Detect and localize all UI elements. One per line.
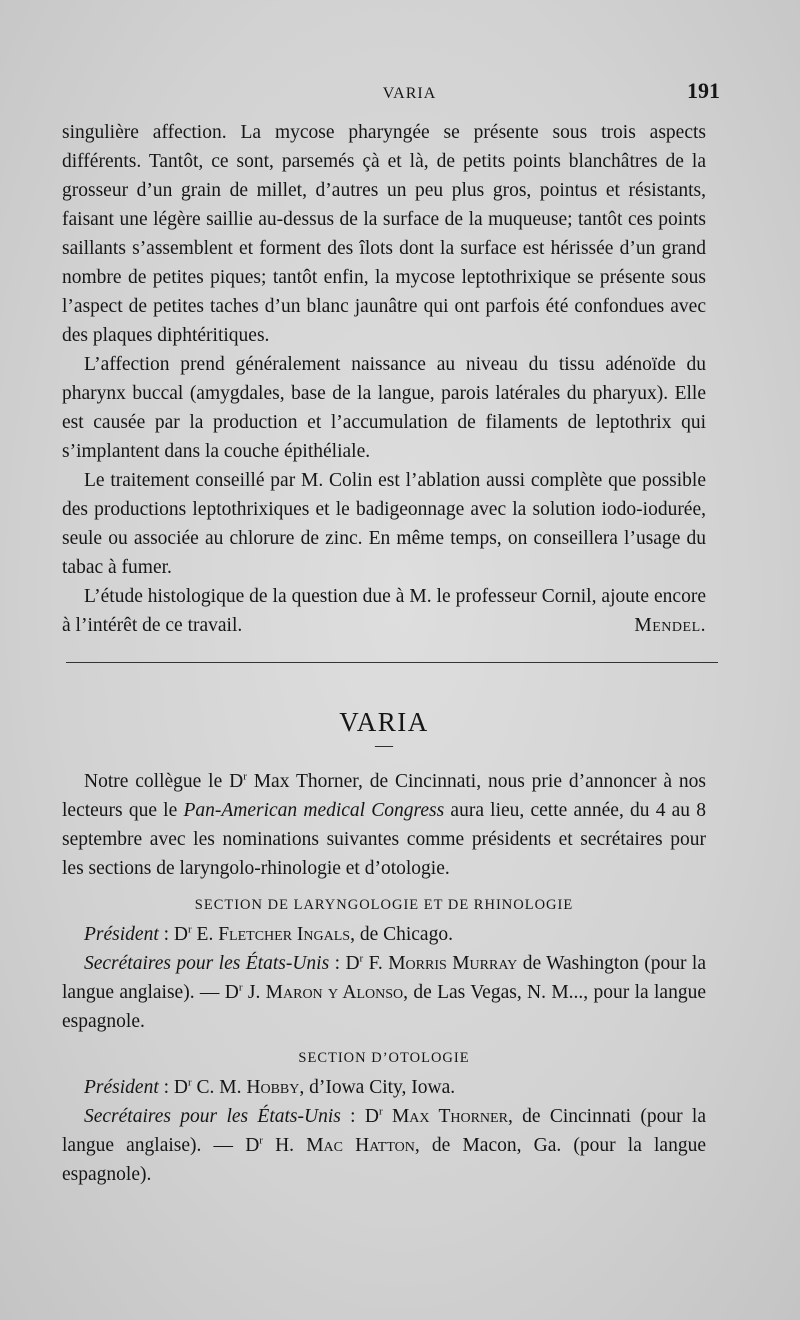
president-sup: r [187, 923, 192, 936]
paragraph-etude-histologique [62, 582, 706, 640]
president-label-2: Président [84, 1077, 159, 1098]
president-name-2: C. M. Hobby [191, 1077, 300, 1098]
president-place-2: , d’Iowa City, Iowa. [299, 1077, 456, 1098]
sec-name-2: J. Maron y Alonso [242, 982, 404, 1003]
running-header [62, 78, 720, 104]
laryngologie-secretaires [62, 949, 706, 1036]
intro-text-2: Max Thorner, de Cincinnati, nous prie d’annoncer à nos lecteurs que le [62, 771, 706, 821]
laryngologie-president [62, 920, 706, 949]
president-label: Président [84, 924, 159, 945]
section-otologie-heading: SECTION D’OTOLOGIE [298, 1050, 470, 1066]
paragraph-affection: L’affection prend généralement naissance au niveau du tissu adénoïde du pharynx buccal (amygdales, base de la langue, parois latérales du pharyux). Elle est causée par la production et l’accumulation de filaments de leptothrix qui s’implantent dans la couche épithéliale. [62, 354, 706, 462]
otologie-president [62, 1073, 706, 1102]
etude-text: L’étude histologique de la question due à M. le professeur Cornil, ajoute encore à l’intérêt de ce travail. [62, 586, 706, 636]
sec2-name-1: Max Thorner [382, 1106, 508, 1127]
author-signature: Mendel. [634, 615, 706, 636]
congress-name: Pan-American medical Congress [183, 800, 445, 821]
intro-text-1: Notre collègue le D [84, 771, 244, 792]
sec-sup-2: r [238, 981, 243, 994]
president-place: , de Chicago. [350, 924, 453, 945]
varia-intro [62, 767, 706, 883]
sec-rest-2: , de Las Vegas, N. M..., pour la langue espagnole. [62, 982, 706, 1032]
paragraph-traitement: Le traitement conseillé par M. Colin est l’ablation aussi complète que possible des productions leptothrixiques et le badigeonnage avec la solution iodo-iodurée, seule ou associée au chlorure de zinc. En même temps, on conseillera l’usage du tabac à fumer. [62, 470, 706, 578]
sec2-rest-2: , de Macon, Ga. (pour la langue espagnole). [62, 1135, 706, 1185]
sec2-sup-2: r [259, 1134, 263, 1147]
sec2-name-2: H. Mac Hatton [262, 1135, 415, 1156]
article-continuation [62, 118, 706, 640]
page-number: 191 [687, 78, 720, 103]
president-sep-2: : D [158, 1077, 188, 1098]
sec-name-1: F. Morris Murray [363, 953, 518, 974]
intro-sup: r [243, 770, 247, 783]
secretaires-label: Secrétaires pour les États-Unis [84, 953, 330, 974]
intro-text-3: aura lieu, cette année, du 4 au 8 septembre avec les nominations suivantes comme présidents et secrétaires pour les sections de laryngolo-rhinologie et d’otologie. [62, 800, 706, 879]
sec2-sep-1: : D [340, 1106, 379, 1127]
paragraph-mycose-aspects: singulière affection. La mycose pharyngée se présente sous trois aspects différents. Tantôt, ce sont, parsemés çà et là, de petits points blanchâtres de la grosseur d’un grain de millet, d’autres un peu plus gros, pointus et résistants, faisant une légère saillie au-dessus de la surface de la muqueuse; tantôt ces points saillants s’assemblent et forment des îlots dont la surface est hérissée d’un grand nombre de petites piques; tantôt enfin, la mycose leptothrixique se présente sous l’aspect de petites taches d’un blanc jaunâtre qui ont parfois été confondues avec des plaques diphtéritiques. [62, 122, 706, 346]
varia-heading: VARIA [339, 707, 429, 737]
running-title: VARIA [382, 85, 437, 102]
section-divider [66, 662, 718, 663]
sec-sup-1: r [359, 952, 364, 965]
otologie-secretaires [62, 1102, 706, 1189]
president-sep: : D [158, 924, 188, 945]
sec-sep-1: : D [329, 953, 360, 974]
secretaires-label-2: Secrétaires pour les États-Unis [84, 1106, 341, 1127]
sec-rest-1: de Washington (pour la langue anglaise). — D [62, 953, 706, 1003]
varia-dash: — [375, 735, 393, 755]
sec2-sup-1: r [378, 1105, 383, 1118]
section-laryngologie-heading: SECTION DE LARYNGOLOGIE ET DE RHINOLOGIE [194, 897, 574, 913]
president-sup-2: r [187, 1076, 192, 1089]
sec2-rest-1: , de Cincinnati (pour la langue anglaise). — D [62, 1106, 706, 1156]
president-name: E. Fletcher Ingals [191, 924, 351, 945]
